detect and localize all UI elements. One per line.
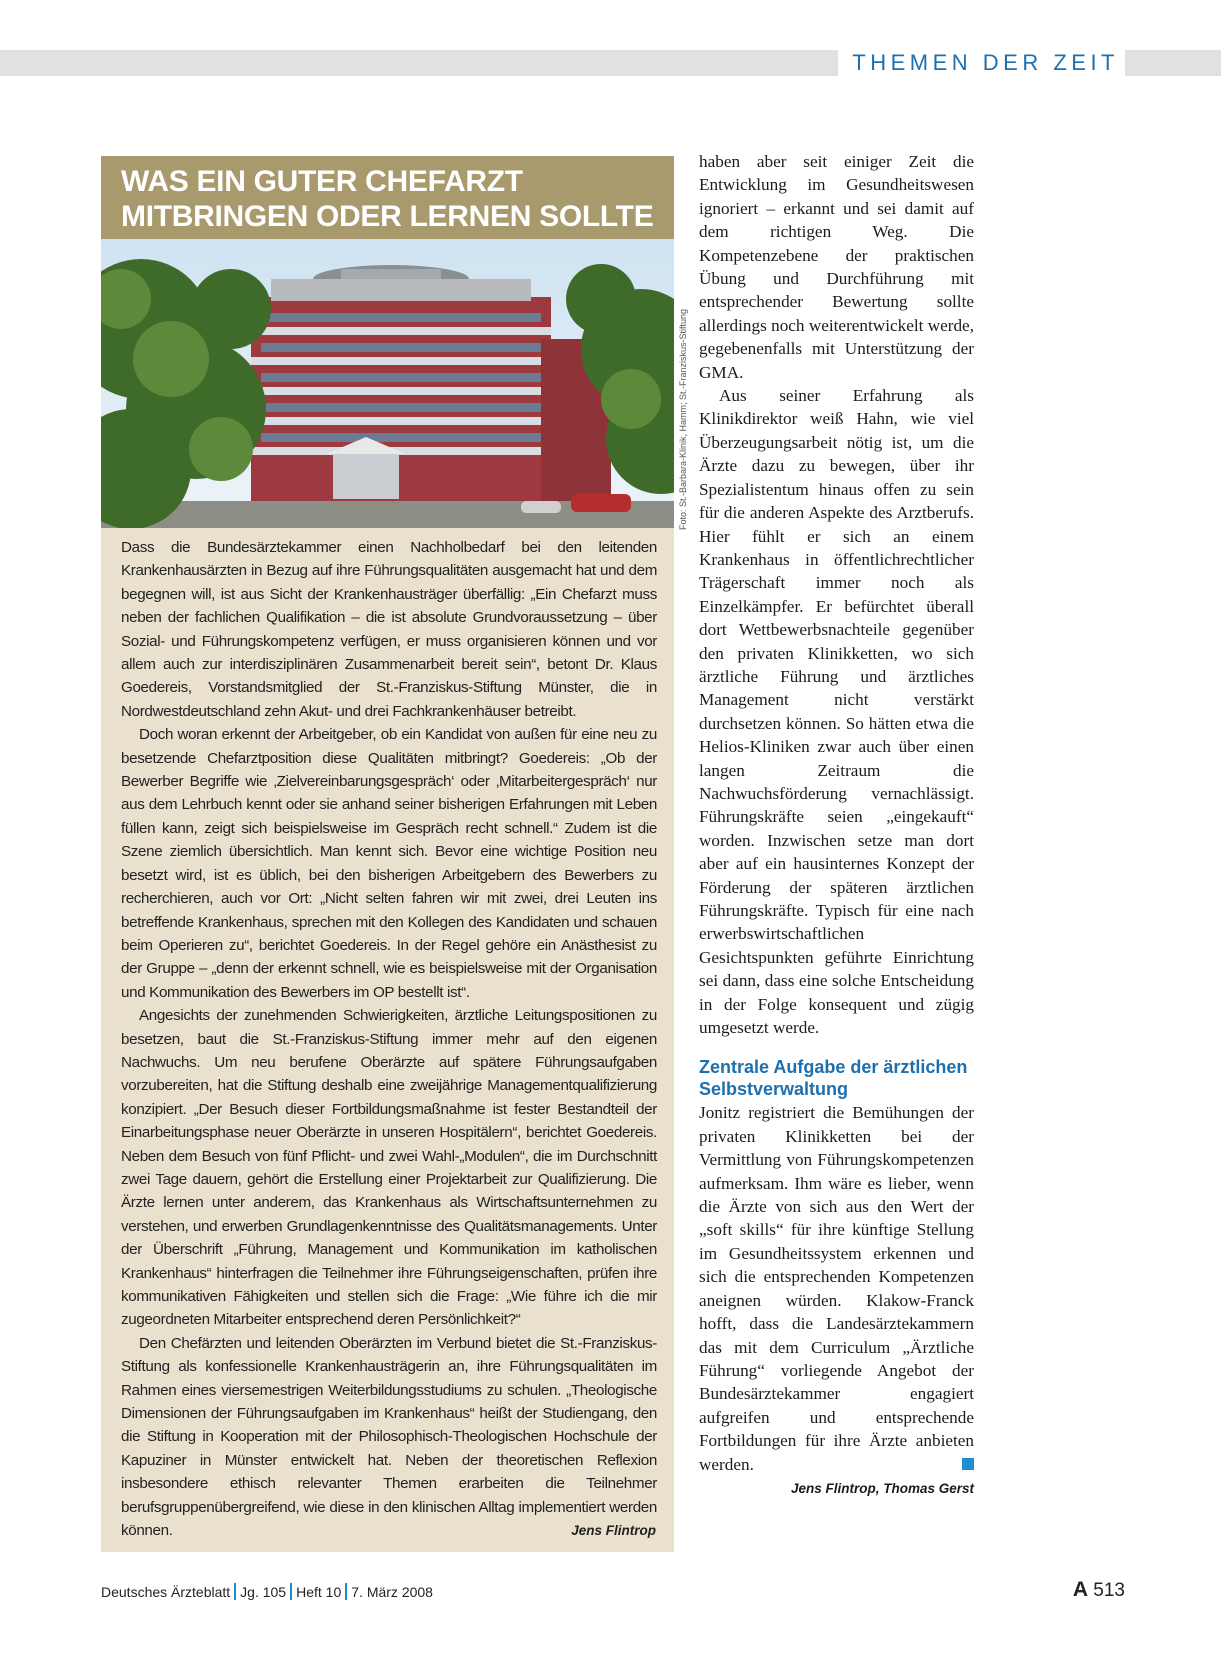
footer-date: 7. März 2008	[351, 1584, 433, 1600]
box-paragraph: Angesichts der zunehmenden Schwierigkeiten, ärztliche Leitungspositionen zu besetzen, baut die St.-Franziskus-Stiftung immer mehr auf den eigenen Nachwuchs. Um neu berufene Oberärzte auf spätere Führungsaufgaben vorzubereiten, hat die Stiftung deshalb eine zweijährige Managementqualifizierung konzipiert. „Der Besuch dieser Fortbildungsmaßnahme ist fester Bestandteil der Einarbeitungsphase neuer Oberärzte in unseren Hospitälern“, berichtet Goedereis. Neben dem Besuch von fünf Pflicht- und zwei Wahl-„Modulen“, die im Durchschnitt zwei Tage dauern, gehört die Erstellung einer Projektarbeit zur Qualifizierung. Die Ärzte lernen unter anderem, das Krankenhaus als Wirtschaftsunternehmen zu verstehen, und erwerben Grundlagenkenntnisse des Qualitätsmanagements. Unter der Überschrift „Führung, Management und Kommunikation im katholischen Krankenhaus“ hinterfragen die Teilnehmer ihre Führungseigenschaften, prüfen ihre kommunikativen Fähigkeiten und stellen sich die Frage: „Wie führe ich die mir zugeordneten Mitarbeiter entsprechend deren Persönlichkeit?“	[121, 1007, 657, 1329]
column-authors: Jens Flintrop, Thomas Gerst	[790, 1480, 974, 1496]
footer	[101, 1583, 433, 1600]
box-body	[121, 536, 657, 1542]
footer-separator	[345, 1583, 347, 1600]
box-title: WAS EIN GUTER CHEFARZT MITBRINGEN ODER LERNEN SOLLTE	[121, 165, 654, 233]
page-number-value: 513	[1093, 1580, 1125, 1601]
footer-issue: Heft 10	[296, 1584, 342, 1600]
photo-credit-text: Foto: St.-Barbara-Klinik, Hamm; St.-Franziskus-Stiftung	[678, 308, 688, 530]
page-prefix: A	[1072, 1578, 1089, 1601]
column-paragraph-text: Jonitz registriert die Bemühungen der privaten Klinikketten bei der Vermittlung von Führungskompetenzen aufmerksam. Ihm wäre es lieber, wenn die Ärzte von sich aus den Wert der „soft skills“ für ihre künftige Stellung im Gesundheitssystem erkennen und sich die entsprechenden Kompetenzen aneignen würden. Klakow-Franck hofft, dass die Landesärztekammern das mit dem Curriculum „Ärztliche Führung“ vorliegende Angebot der Bundesärztekammer engagiert aufgreifen und entsprechende Fortbildungen für ihre Ärzte anbieten werden.	[699, 1103, 974, 1474]
footer-separator	[234, 1583, 236, 1600]
footer-volume: Jg. 105	[240, 1584, 287, 1600]
column-paragraph: haben aber seit einiger Zeit die Entwicklung im Gesundheitswesen ignoriert – erkannt und sei damit auf dem richtigen Weg. Die Kompetenzebene der praktischen Übung und Durchführung mit entsprechender Bewertung sollte allerdings noch weiterentwickelt werde, gegebenenfalls mit Unterstützung der GMA.	[699, 152, 974, 382]
right-column	[699, 150, 974, 1499]
footer-journal: Deutsches Ärzteblatt	[101, 1584, 231, 1600]
box-header	[101, 156, 674, 239]
box-author: Jens Flintrop	[571, 1523, 656, 1538]
box-paragraph: Doch woran erkennt der Arbeitgeber, ob ein Kandidat von außen für eine neu zu besetzende Chefarztposition diese Qualitäten mitbringt? Goedereis: „Ob der Bewerber Begriffe wie ‚Zielvereinbarungsgespräch‘ oder ‚Mitarbeitergespräch‘ nur aus dem Lehrbuch kennt oder sie anhand seiner bisherigen Erfahrungen mit Leben füllen kann, zeigt sich beispielsweise im Gespräch recht schnell.“ Zudem ist die Szene ziemlich übersichtlich. Man kennt sich. Bevor eine wichtige Position neu besetzt wird, ist es üblich, bei den bisherigen Arbeitgebern des Bewerbers zu recherchieren, auch vor Ort: „Nicht selten fahren wir mit zwei, drei Leuten ins betreffende Krankenhaus, sprechen mit den Kollegen des Kandidaten und schauen beim Operieren zu“, berichtet Goedereis. In der Regel gehöre ein Anästhesist zu der Gruppe – „denn der erkennt schnell, wie es beispielsweise mit der Organisation und Kommunikation des Bewerbers im OP bestellt ist“.	[121, 726, 657, 1001]
photo-credit	[672, 308, 688, 530]
column-paragraph	[699, 1101, 974, 1476]
subheading: Zentrale Aufgabe der ärztlichen Selbstverwaltung	[699, 1057, 968, 1100]
column-paragraph: Aus seiner Erfahrung als Klinikdirektor weiß Hahn, wie viel Überzeugungsarbeit nötig ist, um die Ärzte dazu zu bewegen, über ihr Spezialistentum hinaus offen zu sein für die anderen Aspekte des Arztberufs. Hier fühlt er sich an einem Krankenhaus in öffentlichrechtlicher Trägerschaft immer noch als Einzelkämpfer. Er befürchtet überall dort Wettbewerbsnachteile gegenüber den privaten Klinikketten, wo sich ärztliche Führung und ärztliches Management nicht verstärkt durchsetzen können. So hätten etwa die Helios-Kliniken zwar auch über einen langen Zeitraum die Nachwuchsförderung vernachlässigt. Führungskräfte seien „eingekauft“ worden. Inzwischen setze man dort aber auf ein hausinternes Konzept der Förderung der späteren ärztlichen Führungskräfte. Typisch für eine nach erwerbswirtschaftlichen Gesichtspunkten geführte Einrichtung sei dann, dass eine solche Entscheidung in der Folge konsequent und zügig umgesetzt werde.	[699, 386, 974, 1038]
footer-separator	[290, 1583, 292, 1600]
box-paragraph: Dass die Bundesärztekammer einen Nachholbedarf bei den leitenden Krankenhausärzten in Bezug auf ihre Führungsqualitäten ausgemacht hat und dem begegnen will, ist aus Sicht der Krankenhausträger überfällig: „Ein Chefarzt muss neben der fachlichen Qualifikation – die ist absolute Grundvoraussetzung – über Sozial- und Führungskompetenz verfügen, er muss organisieren können und vor allem auch zur interdisziplinären Zusammenarbeit bereit sein“, betont Dr. Klaus Goedereis, Vorstandsmitglied der St.-Franziskus-Stiftung Münster, die in Nordwestdeutschland zehn Akut- und drei Fachkrankenhäuser betreibt.	[121, 539, 657, 720]
section-title: THEMEN DER ZEIT	[838, 48, 1125, 78]
box-paragraph: Den Chefärzten und leitenden Oberärzten im Verbund bietet die St.-Franziskus-Stiftung als konfessionelle Krankenhausträgerin an, ihre Führungsqualitäten im Rahmen eines viersemestrigen Weiterbildungsstudiums zu schulen. „Theologische Dimensionen der Führungsaufgaben im Krankenhaus“ heißt der Studiengang, den die Stiftung in Kooperation mit der Philosophisch-Theologischen Hochschule der Kapuziner in Münster entwickelt hat. Neben der theoretischen Reflexion insbesondere ethisch relevanter Themen erarbeiten die Teilnehmer berufsgruppenübergreifend, wie diese in den klinischen Alltag implementiert werden können.	[121, 1334, 657, 1540]
sidebar-box	[101, 156, 674, 1552]
page-number	[1073, 1578, 1125, 1602]
end-mark-icon	[962, 1458, 974, 1470]
hospital-photo	[101, 239, 674, 528]
